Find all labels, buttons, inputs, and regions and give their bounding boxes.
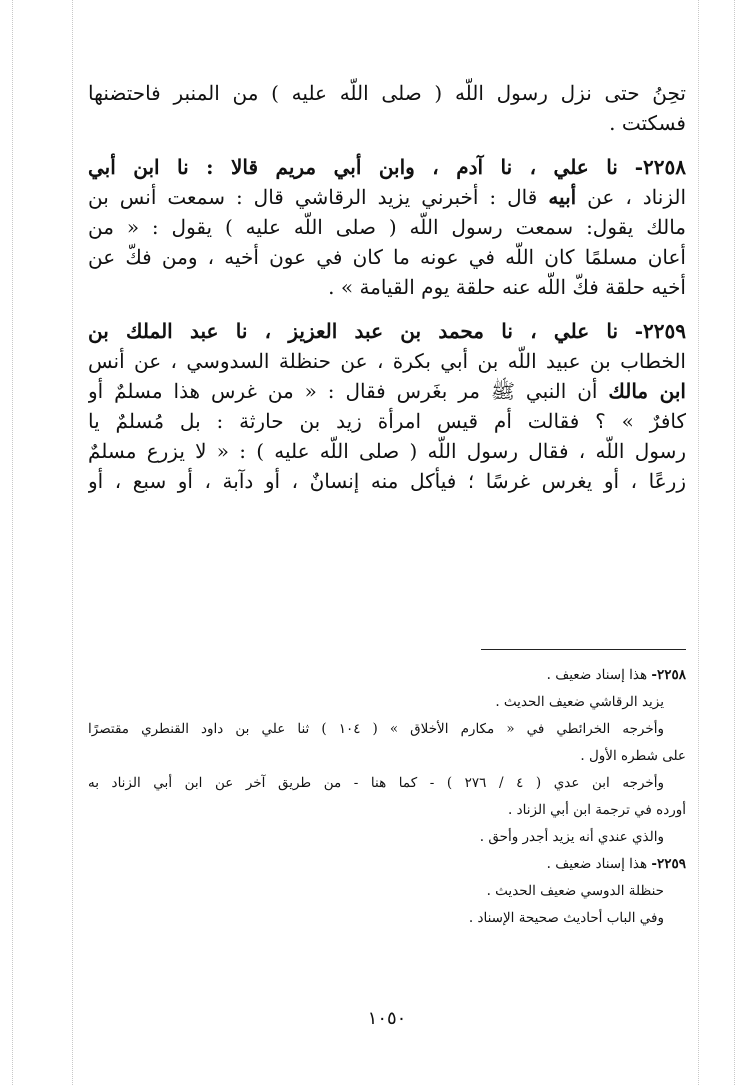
footnote-number: ٢٢٥٩- bbox=[651, 856, 686, 872]
text-line: فسكتت . bbox=[609, 111, 686, 135]
hadith-number: ٢٢٥٨- bbox=[634, 155, 686, 179]
text-segment: قال : أخبرني يزيد الرقاشي قال : سمعت أنس بن bbox=[88, 185, 549, 209]
footnote-line: يزيد الرقاشي ضعيف الحديث . bbox=[495, 694, 664, 710]
scan-guide-line bbox=[734, 0, 735, 1085]
scan-guide-line bbox=[698, 0, 699, 1085]
footnote-text: هذا إسناد ضعيف . bbox=[546, 856, 652, 872]
scan-guide-line bbox=[12, 0, 13, 1085]
footnote-line: وفي الباب أحاديث صحيحة الإسناد . bbox=[468, 910, 664, 926]
main-text bbox=[88, 78, 686, 496]
hadith-number: ٢٢٥٩- bbox=[634, 319, 686, 343]
page-number: ١٠٥٠ bbox=[367, 1008, 407, 1029]
narrator-name: ابن مالك bbox=[608, 379, 686, 403]
footnote-heading bbox=[88, 662, 686, 689]
footnote-text: هذا إسناد ضعيف . bbox=[546, 667, 652, 683]
text-line: مالك يقول: سمعت رسول اللّه ( صلى اللّه عليه ) يقول : « من bbox=[88, 215, 686, 239]
text-line bbox=[88, 376, 686, 406]
hadith-2259 bbox=[88, 316, 686, 496]
text-line: تحِنُ حتى نزل رسول اللّه ( صلى اللّه عليه ) من المنبر فاحتضنها bbox=[88, 81, 686, 105]
hadith-2258 bbox=[88, 152, 686, 302]
text-line: الخطاب بن عبيد اللّه بن أبي بكرة ، عن حنظلة السدوسي ، عن أنس bbox=[88, 349, 686, 373]
footnote-number: ٢٢٥٨- bbox=[651, 667, 686, 683]
footnote-heading bbox=[88, 851, 686, 878]
footnote-line: والذي عندي أنه يزيد أجدر وأحق . bbox=[479, 829, 664, 845]
footnote-line: وأخرجه الخرائطي في « مكارم الأخلاق » ( ١٠٤ ) ثنا علي بن داود القنطري مقتصرًا bbox=[88, 721, 664, 737]
footnote-line: على شطره الأول . bbox=[580, 748, 686, 764]
text-line bbox=[88, 316, 686, 346]
text-line bbox=[88, 152, 686, 182]
text-line: كافرٌ » ؟ فقالت أم قيس امرأة زيد بن حارثة : بل مُسلمٌ يا bbox=[88, 409, 686, 433]
footnote-line: أورده في ترجمة ابن أبي الزناد . bbox=[508, 802, 686, 818]
text-segment: أن النبي ﷺ مر بغَرس فقال : « من غرس هذا مسلمٌ أو bbox=[88, 379, 609, 403]
text-segment: الزناد ، عن bbox=[576, 185, 686, 209]
footnote-divider bbox=[481, 649, 686, 650]
text-line bbox=[88, 182, 686, 212]
text-line: أخيه حلقة فكّ اللّه عنه حلقة يوم القيامة » . bbox=[328, 275, 686, 299]
text-line: رسول اللّه ، فقال رسول اللّه ( صلى اللّه عليه ) : « لا يزرع مسلمٌ bbox=[88, 439, 686, 463]
book-page bbox=[88, 78, 686, 1068]
narrator-name: أبيه bbox=[548, 185, 577, 209]
text-segment: نا علي ، نا آدم ، وابن أبي مريم قالا : نا ابن أبي bbox=[88, 155, 618, 179]
footnote-line: وأخرجه ابن عدي ( ٤ / ٢٧٦ ) - كما هنا - من طريق آخر عن ابن أبي الزناد به bbox=[88, 775, 665, 791]
footnote-line: حنظلة الدوسي ضعيف الحديث . bbox=[486, 883, 664, 899]
paragraph-continuation bbox=[88, 78, 686, 138]
scan-guide-line bbox=[72, 0, 73, 1085]
text-segment: نا علي ، نا محمد بن عبد العزيز ، نا عبد الملك بن bbox=[88, 319, 619, 343]
footnotes bbox=[88, 662, 686, 932]
text-line: زرعًا ، أو يغرس غرسًا ؛ فيأكل منه إنسانٌ ، أو دآبة ، أو سبع ، أو bbox=[88, 469, 686, 493]
text-line: أعان مسلمًا كان اللّه في عونه ما كان في عون أخيه ، ومن فكّ عن bbox=[88, 245, 686, 269]
